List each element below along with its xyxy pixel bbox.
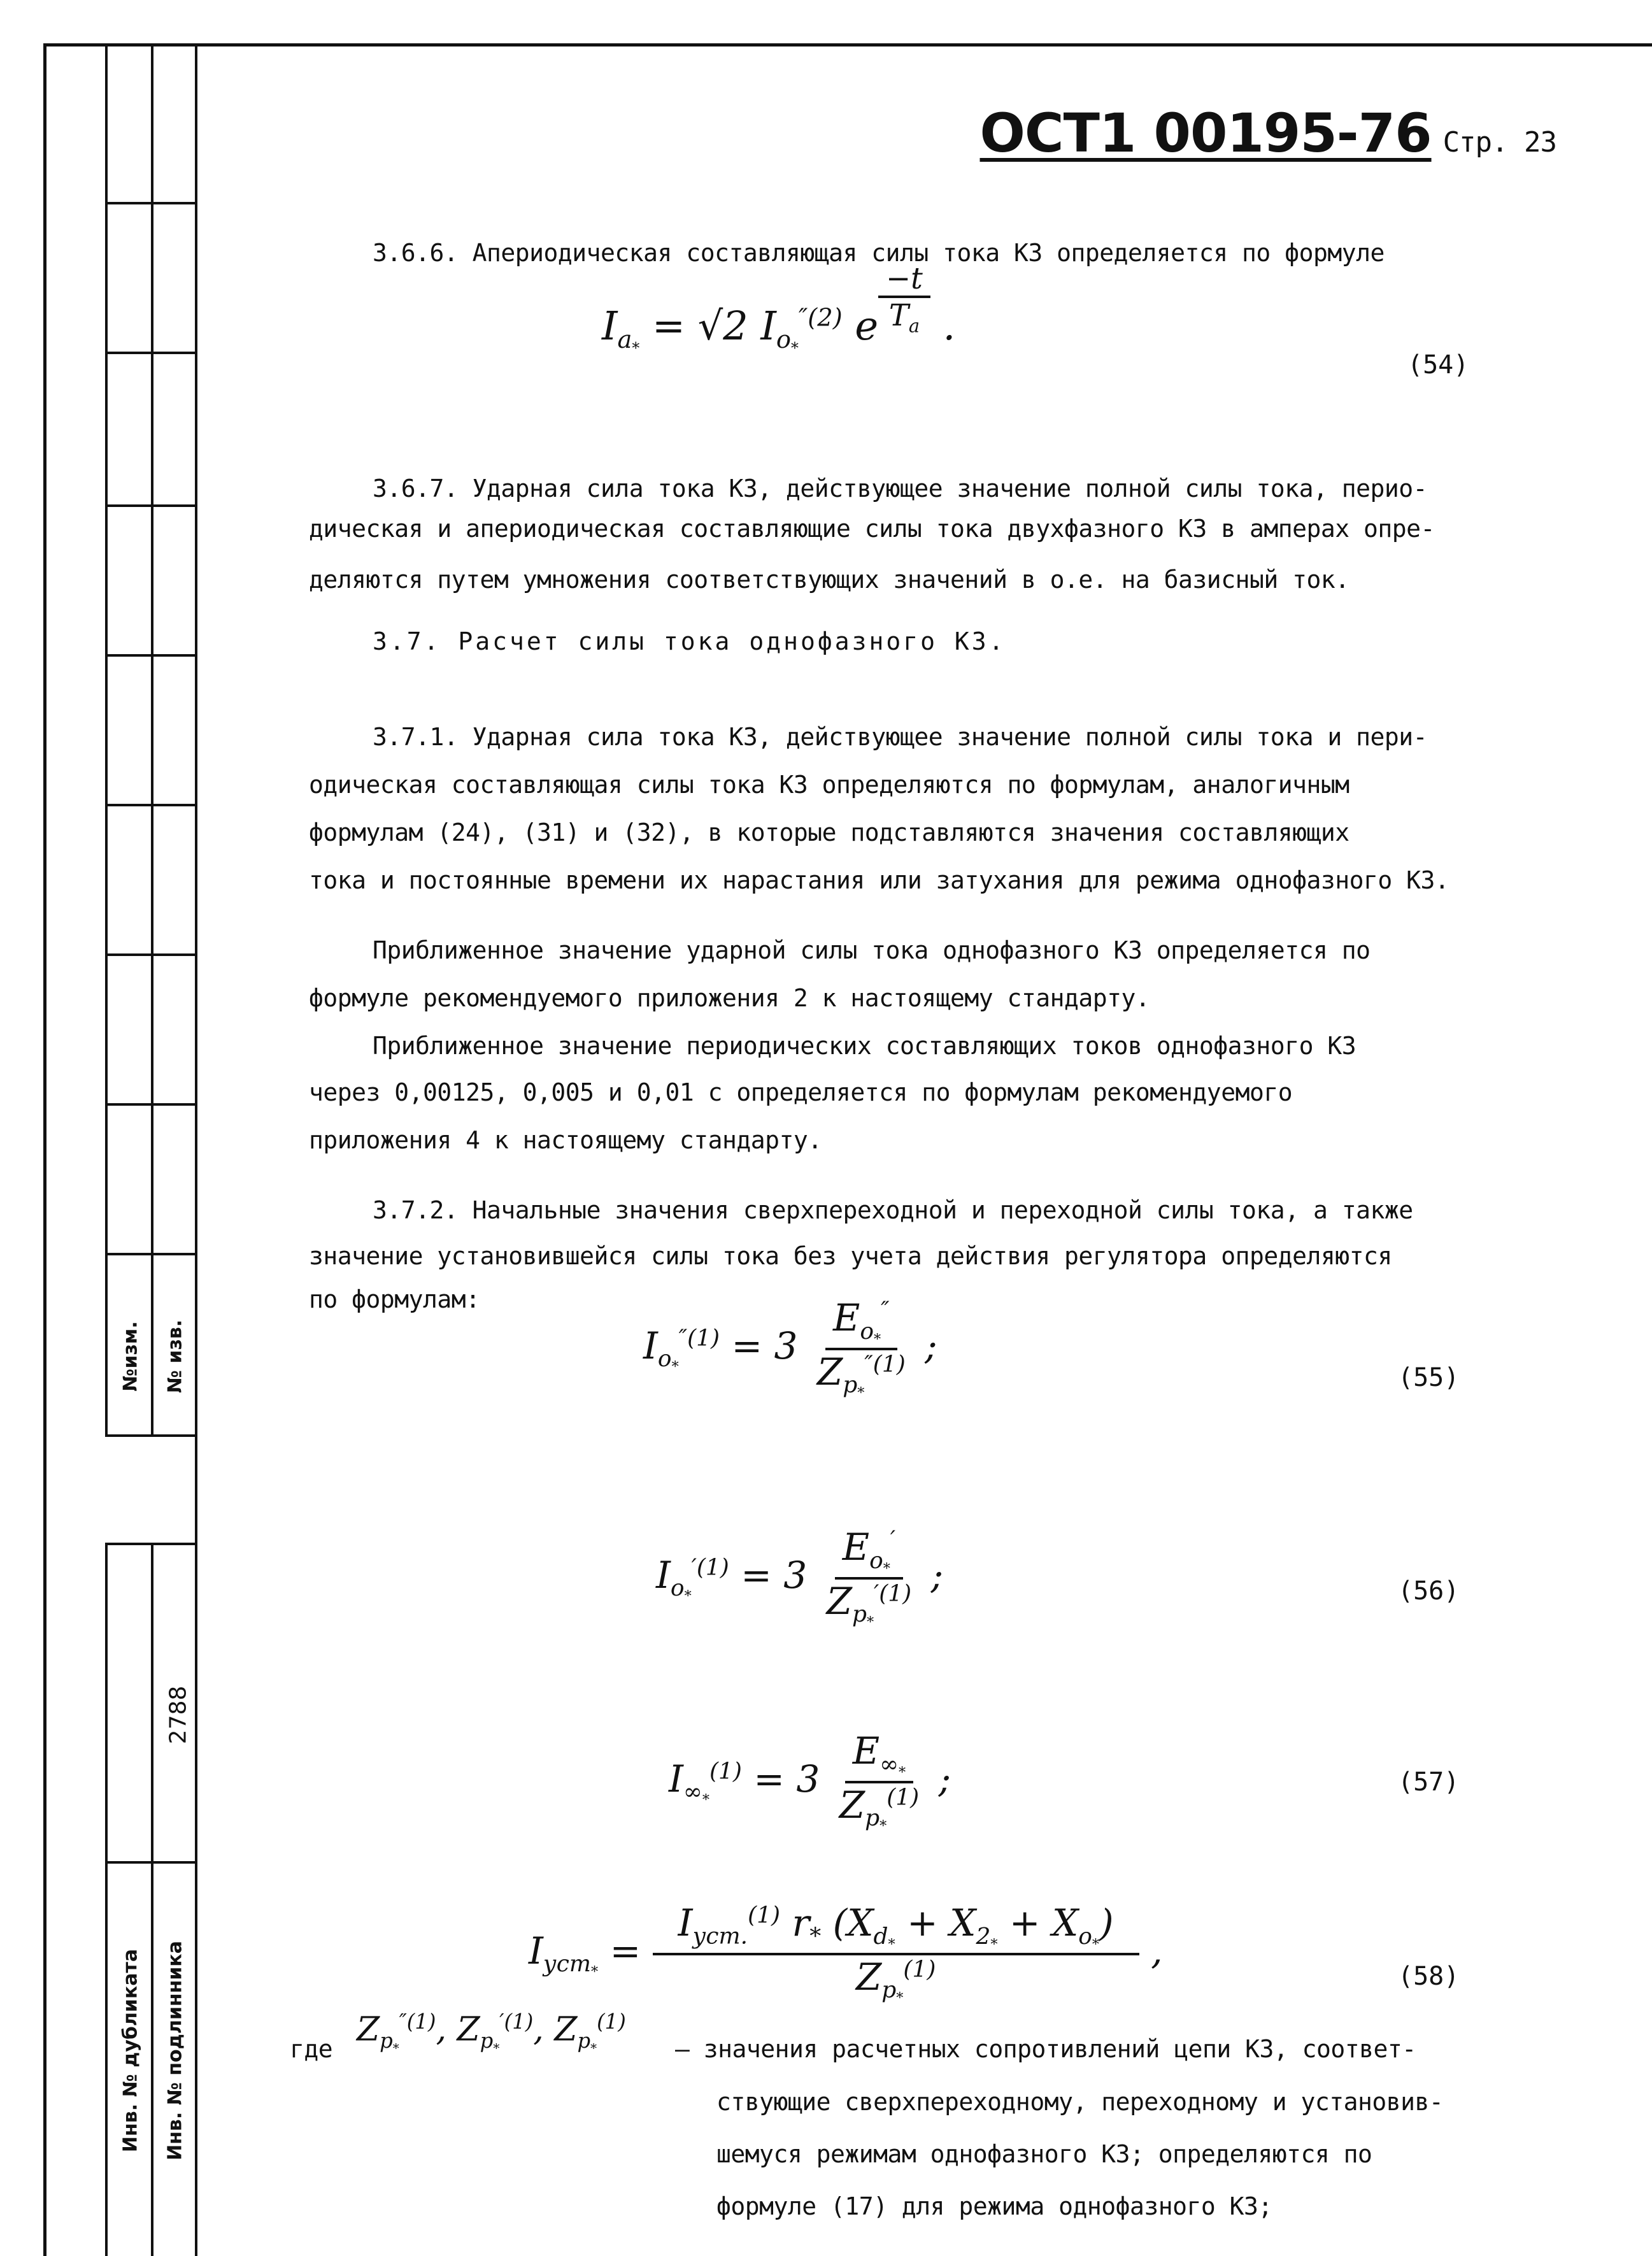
paragraph-approx-1-line2: формуле рекомендуемого приложения 2 к настоящему стандарту. xyxy=(309,984,1150,1012)
where-label: где xyxy=(290,2035,333,2063)
paragraph-3-7-2-line1: 3.7.2. Начальные значения сверхпереходной и переходной силы тока, а также xyxy=(373,1196,1413,1224)
paragraph-approx-2-line1: Приближенное значение периодических составляющих токов однофазного КЗ xyxy=(373,1032,1356,1060)
paragraph-3-6-7-line1: 3.6.7. Ударная сила тока КЗ, действующее значение полной силы тока, перио- xyxy=(373,475,1427,503)
formula-58: $I_{уст_*}$ = $\frac{I_{уст.}^{(1)} r_* (X_{d_*} + X_{2_*} + X_{o_*})}{Z_{p_*}^{(1)}}$ , xyxy=(529,1901,1163,2007)
notice-number-label: № изв. xyxy=(164,1319,187,1394)
paragraph-approx-2-line2: через 0,00125, 0,005 и 0,01 с определяется по формулам рекомендуемого xyxy=(309,1078,1293,1106)
paragraph-3-7-1-line2: одическая составляющая силы тока КЗ определяются по формулам, аналогичным xyxy=(309,771,1349,799)
equation-number-54: (54) xyxy=(1407,350,1469,380)
original-inv-label: Инв. № подлинника xyxy=(164,1941,187,2160)
page-frame-top xyxy=(43,43,1652,46)
paragraph-approx-1-line1: Приближенное значение ударной силы тока однофазного КЗ определяется по xyxy=(373,936,1371,964)
where-description-line3: шемуся режимам однофазного КЗ; определяются по xyxy=(716,2140,1372,2168)
paragraph-3-7-1-line1: 3.7.1. Ударная сила тока КЗ, действующее значение полной силы тока и пери- xyxy=(373,723,1427,751)
paragraph-3-7-1-line3: формулам (24), (31) и (32), в которые подставляются значения составляющих xyxy=(309,818,1349,846)
paragraph-3-7-1-line4: тока и постоянные времени их нарастания или затухания для режима однофазного КЗ. xyxy=(309,866,1449,894)
paragraph-approx-2-line3: приложения 4 к настоящему стандарту. xyxy=(309,1126,822,1154)
paragraph-3-7-2-line2: значение установившейся силы тока без учета действия регулятора определяются xyxy=(309,1242,1392,1270)
formula-57: $I_{\infty_*}^{(1)} = 3$ $\frac{E_{\infty_*}}{Z_{p_*}^{(1)}}$ ; xyxy=(669,1729,951,1835)
where-description-line1: – значения расчетных сопротивлений цепи КЗ, соответ- xyxy=(675,2035,1416,2063)
duplicate-inv-label: Инв. № дубликата xyxy=(119,1948,142,2153)
paragraph-3-7-2-line3: по формулам: xyxy=(309,1285,480,1313)
changes-number-label: №изм. xyxy=(119,1321,142,1392)
where-description-line4: формуле (17) для режима однофазного КЗ; xyxy=(716,2192,1272,2220)
formula-55: $I_{o_*}^{''(1)} = 3$ $\frac{E_{o_*}''}{Z_{p_*}^{''(1)}}$ ; xyxy=(643,1296,937,1402)
standard-code: ОСТ1 00195-76 xyxy=(979,102,1432,164)
section-heading-3-7: 3.7. Расчет силы тока однофазного КЗ. xyxy=(373,627,1006,655)
paragraph-3-6-6: 3.6.6. Апериодическая составляющая силы тока КЗ определяется по формуле xyxy=(373,239,1385,267)
equation-number-57: (57) xyxy=(1398,1767,1460,1797)
inventory-number: 2788 xyxy=(165,1685,192,1745)
page-header xyxy=(980,102,1556,164)
page-frame-left xyxy=(43,43,46,2256)
equation-number-56: (56) xyxy=(1398,1576,1460,1606)
formula-54: $I_{a_*} = √2$ $I_{o_*}^{''(2)}$ e $^{\frac{-t}{T_a}}$ . xyxy=(602,261,956,357)
page-number: Стр. 23 xyxy=(1442,126,1556,159)
margin-strip xyxy=(105,46,197,2256)
where-symbols: $Z_{p_*}^{''(1)}$, $Z_{p_*}^{'(1)}$, $Z_{p_*}^{(1)}$ xyxy=(357,2010,626,2056)
formula-56: $I_{o_*}^{'(1)} = 3$ $\frac{E_{o_*}'}{Z_{p_*}^{'(1)}}$ ; xyxy=(656,1525,944,1631)
equation-number-58: (58) xyxy=(1398,1962,1460,1991)
equation-number-55: (55) xyxy=(1398,1363,1460,1392)
paragraph-3-6-7-line2: дическая и апериодическая составляющие силы тока двухфазного КЗ в амперах опре- xyxy=(309,515,1435,543)
where-description-line2: ствующие сверхпереходному, переходному и установив- xyxy=(716,2088,1444,2116)
paragraph-3-6-7-line3: деляются путем умножения соответствующих значений в о.е. на базисный ток. xyxy=(309,566,1349,594)
